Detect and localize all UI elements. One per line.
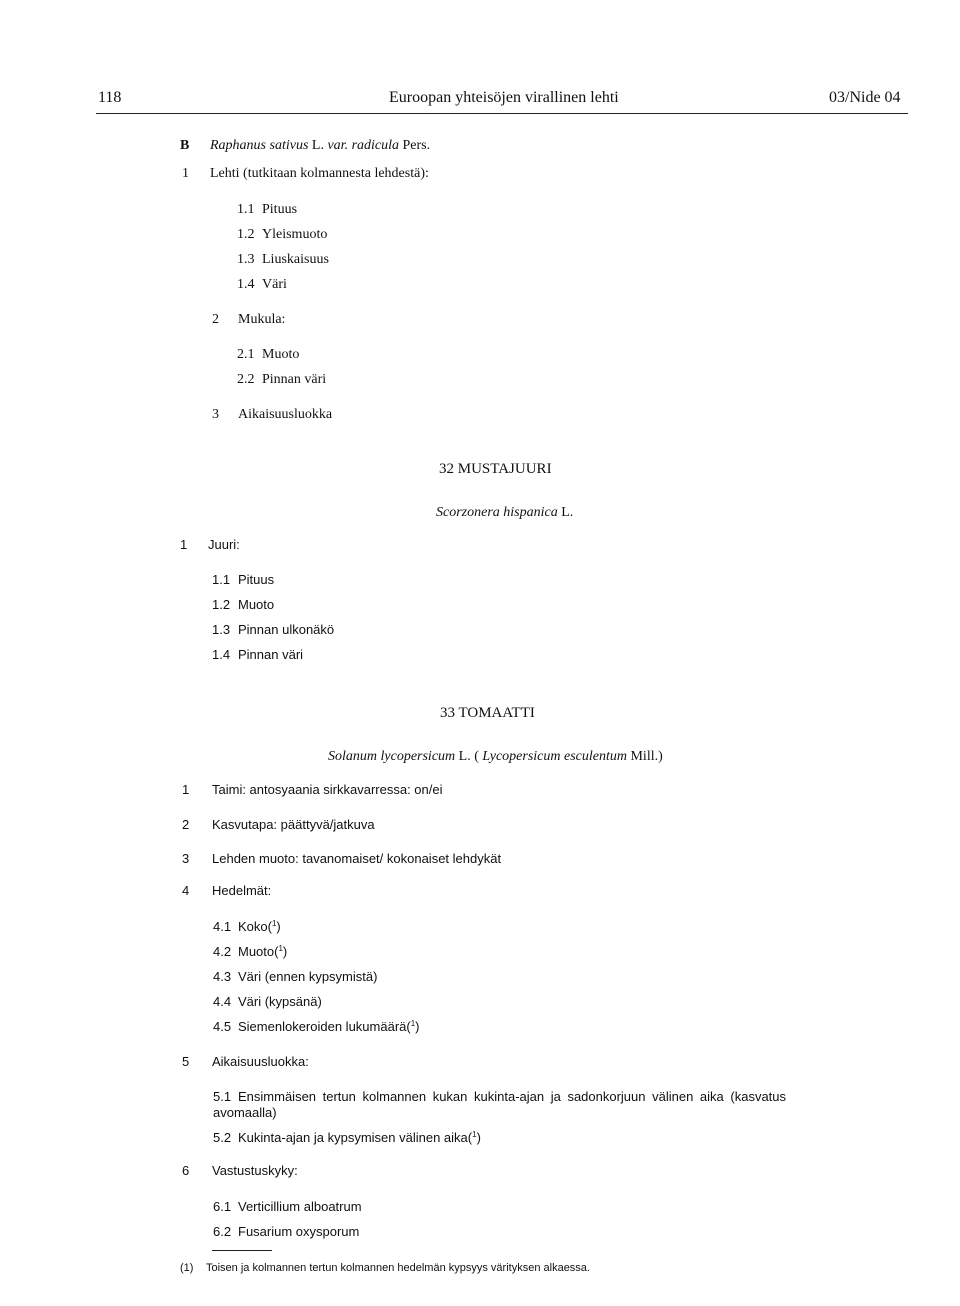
list-item-num: 1.4: [212, 647, 231, 662]
list-item-num: 1: [182, 166, 189, 181]
list-item-label: Pinnan ulkonäkö: [238, 622, 335, 637]
list-item-num: 1.3: [237, 252, 255, 267]
section-letter: B: [180, 138, 190, 153]
list-item-label: Pituus: [262, 202, 298, 217]
footnote-text: Toisen ja kolmannen tertun kolmannen hedelmän kypsyys värityksen alkaessa.: [206, 1262, 590, 1274]
list-item-num: 4.5: [213, 1019, 232, 1034]
list-item-num: 3: [212, 407, 219, 422]
list-item-label: Juuri:: [208, 537, 240, 552]
page-number: 118: [98, 89, 122, 106]
species-title: Scorzonera hispanica L.: [436, 505, 574, 520]
list-item-num: 4.1: [213, 919, 232, 934]
list-item-label: Kasvutapa: päättyvä/jatkuva: [212, 817, 375, 832]
list-item-label-continuation: avomaalla): [213, 1105, 277, 1120]
list-item-num: 4.3: [213, 969, 232, 984]
list-item-label: Pituus: [238, 572, 275, 587]
list-item-label: Vastustuskyky:: [212, 1163, 298, 1178]
list-item-label: Lehti (tutkitaan kolmannesta lehdestä):: [210, 166, 429, 181]
list-item-num: 6: [182, 1163, 190, 1178]
list-item-num: 6.1: [213, 1199, 232, 1214]
list-item-label: Kukinta-ajan ja kypsymisen välinen aika($^1$): [238, 1130, 481, 1145]
section-heading: 33 TOMAATTI: [440, 705, 535, 721]
list-item-label: Siemenlokeroiden lukumäärä($^1$): [238, 1019, 420, 1034]
list-item-num: 4.2: [213, 944, 232, 959]
list-item-label: Aikaisuusluokka:: [212, 1054, 309, 1069]
list-item-label: Hedelmät:: [212, 883, 272, 898]
list-item-num: 1.1: [212, 572, 231, 587]
list-item-num: 2.2: [237, 372, 255, 387]
list-item-label: Muoto: [238, 597, 275, 612]
list-item-num: 6.2: [213, 1224, 232, 1239]
list-item-label: Verticillium alboatrum: [238, 1199, 362, 1214]
list-item-label: Koko($^1$): [238, 919, 281, 934]
volume-label: 03/Nide 04: [829, 89, 901, 106]
list-item-num: 4.4: [213, 994, 232, 1009]
list-item-num: 1.1: [237, 202, 255, 217]
list-item-num: 1: [180, 537, 188, 552]
footnote-rule: [212, 1250, 272, 1251]
list-item-label: Väri (kypsänä): [238, 994, 322, 1009]
list-item-num: 5.2: [213, 1130, 232, 1145]
list-item-num: 5.1: [213, 1089, 232, 1104]
list-item-label: Fusarium oxysporum: [238, 1224, 360, 1239]
list-item-num: 2: [182, 817, 190, 832]
list-item-label: Yleismuoto: [262, 227, 328, 242]
section-heading: 32 MUSTAJUURI: [439, 461, 552, 477]
journal-title: Euroopan yhteisöjen virallinen lehti: [389, 89, 619, 106]
list-item-label: Lehden muoto: tavanomaiset/ kokonaiset lehdykät: [212, 851, 502, 866]
list-item-label: Väri: [262, 277, 287, 292]
header-rule: [96, 113, 908, 114]
list-item-label: Mukula:: [238, 312, 286, 327]
species-title: Raphanus sativus L. var. radicula Pers.: [210, 138, 431, 153]
list-item-num: 1.2: [237, 227, 255, 242]
list-item-num: 5: [182, 1054, 190, 1069]
list-item-label: Taimi: antosyaania sirkkavarressa: on/ei: [212, 782, 443, 797]
list-item-num: 2.1: [237, 347, 255, 362]
list-item-label: Muoto: [262, 347, 300, 362]
list-item-label: Pinnan väri: [262, 372, 327, 387]
list-item-label: Liuskaisuus: [262, 252, 329, 267]
list-item-num: 3: [182, 851, 190, 866]
list-item-num: 1.2: [212, 597, 231, 612]
list-item-num: 1: [182, 782, 190, 797]
list-item-label: Muoto($^1$): [238, 944, 288, 959]
list-item-num: 1.3: [212, 622, 231, 637]
list-item-num: 1.4: [237, 277, 255, 292]
list-item-label: Väri (ennen kypsymistä): [238, 969, 378, 984]
list-item-label: Pinnan väri: [238, 647, 304, 662]
list-item-num: 2: [212, 312, 219, 327]
list-item-num: 4: [182, 883, 190, 898]
list-item-label: Aikaisuusluokka: [238, 407, 333, 422]
footnote-mark: (1): [180, 1262, 194, 1274]
list-item-label: Ensimmäisen tertun kolmannen kukan kukinta-ajan ja sadonkorjuun välinen aika (kasvatus: [238, 1089, 787, 1104]
species-title: Solanum lycopersicum L. ( Lycopersicum esculentum Mill.): [328, 749, 663, 764]
